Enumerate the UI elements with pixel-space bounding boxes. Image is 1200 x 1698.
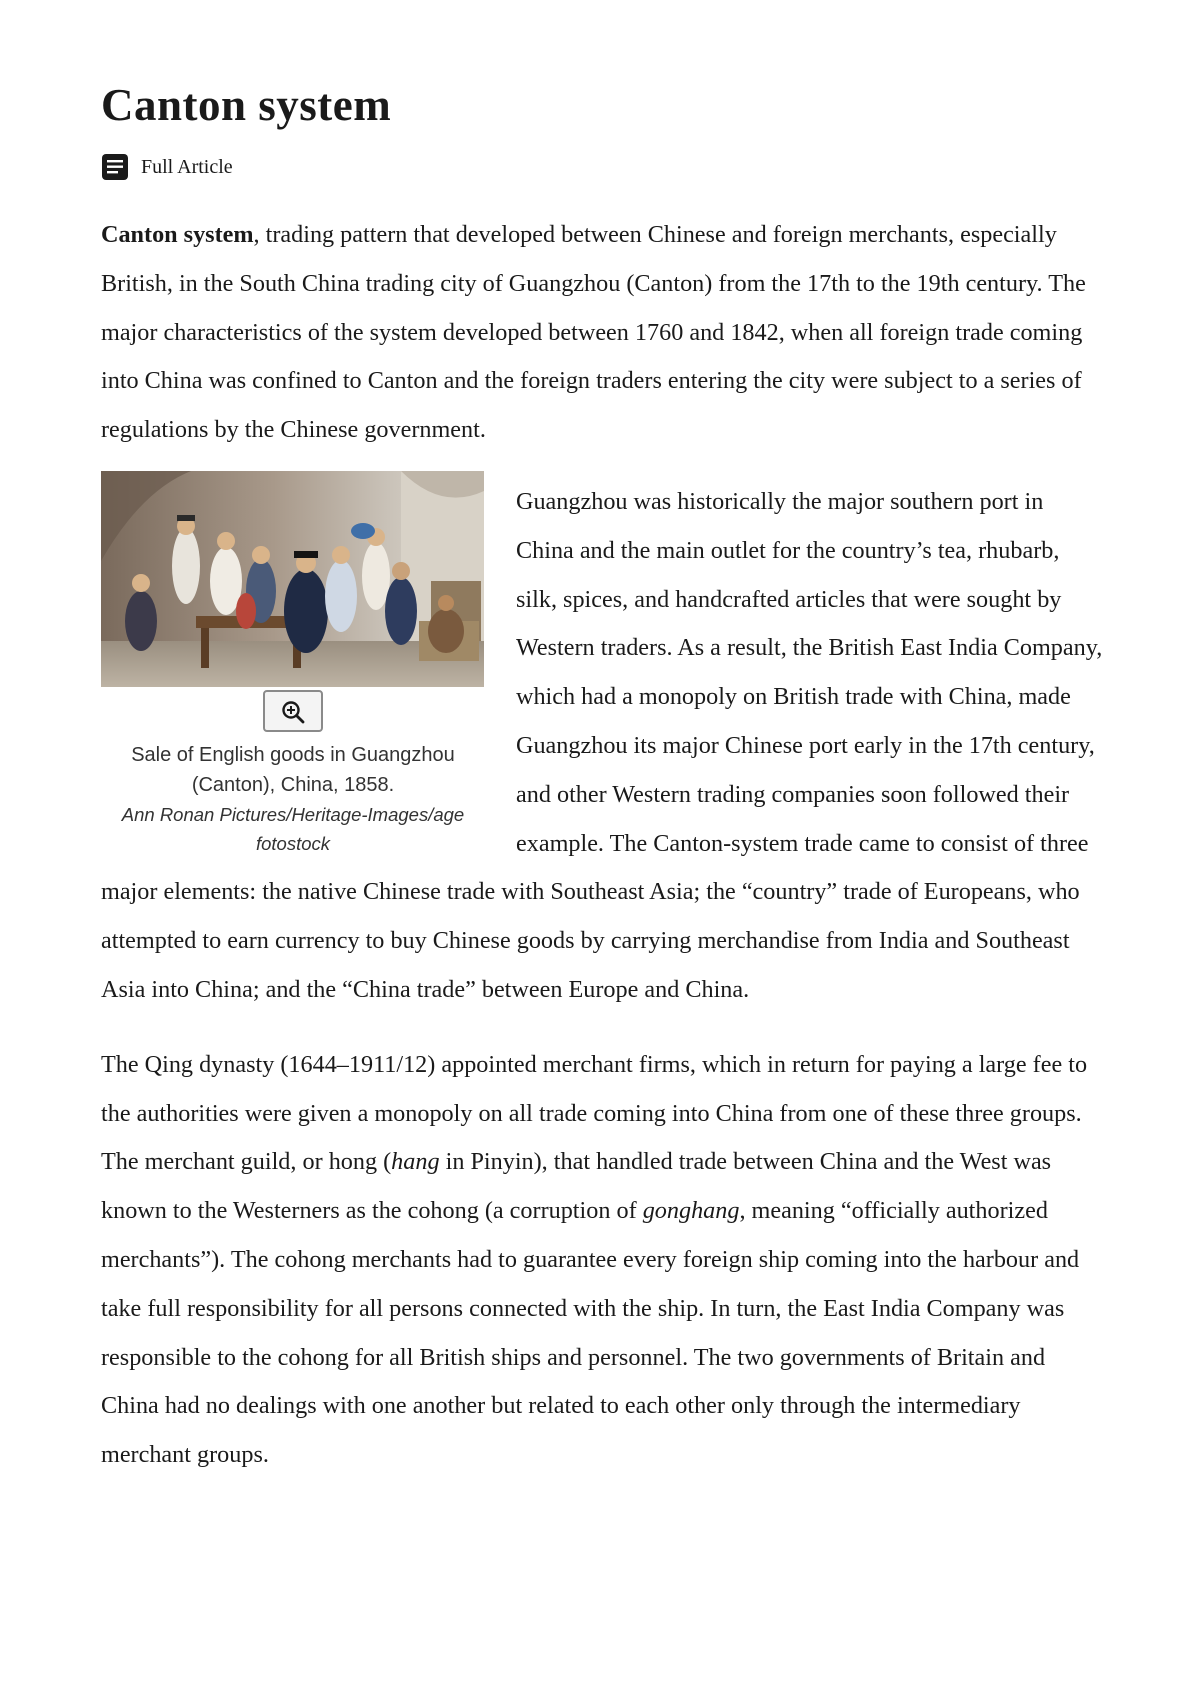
paragraph-3-part-2: in Pinyin), that handled trade between China and the West was known to the Westerners as the cohong (a corruption of <box>101 1148 1052 1225</box>
intro-lead-term: Canton system <box>101 221 254 248</box>
figure-image[interactable] <box>101 471 484 687</box>
full-article-label[interactable]: Full Article <box>141 155 233 178</box>
intro-paragraph <box>101 211 1105 455</box>
full-article-link[interactable] <box>101 150 1105 184</box>
term-gonghang: gonghang <box>642 1197 740 1225</box>
term-hang: hang <box>391 1148 440 1176</box>
paragraph-2: Guangzhou was historically the major southern port in China and the main outlet for the country’s tea, rhubarb, silk, spices, and handcrafted articles that were sought by Western traders. As a result, the British East India Company, which had a monopoly on British trade with China, made Guangzhou its major Chinese port early in the 17th century, and other Western trading companies soon followed their example. The Canton-system trade came to consist of three major elements: the native Chinese trade with Southeast Asia; the “country” trade of Europeans, who attempted to earn currency to buy Chinese goods by carrying merchandise from India and Southeast Asia into China; and the “China trade” between Europe and China. <box>101 487 1103 1003</box>
article <box>101 78 1105 1480</box>
page-title: Canton system <box>101 80 392 130</box>
article-figure <box>101 471 485 858</box>
zoom-in-icon <box>281 700 307 724</box>
document-icon <box>101 153 129 181</box>
paragraph-3 <box>101 1041 1105 1480</box>
paragraph-3-part-1: The Qing dynasty (1644–1911/12) appointed merchant firms, which in return for paying a large fee to the authorities were given a monopoly on all trade coming into China from one of these three groups. The merchant guild, or hong ( <box>101 1050 1088 1176</box>
figure-caption: Sale of English goods in Guangzhou (Canton), China, 1858. <box>131 743 455 796</box>
zoom-button[interactable] <box>263 690 323 732</box>
intro-text: , trading pattern that developed between Chinese and foreign merchants, especially British, in the South China trading city of Guangzhou (Canton) from the 17th to the 19th century. The major characteristics of the system developed between 1760 and 1842, when all foreign trade coming into China was confined to Canton and the foreign traders entering the city were subject to a series of regulations by the Chinese government. <box>101 221 1086 444</box>
figure-credit: Ann Ronan Pictures/Heritage-Images/age fotostock <box>121 803 465 854</box>
paragraph-3-part-3: , meaning “officially authorized merchants”). The cohong merchants had to guarantee every foreign ship coming into the harbour and take full responsibility for all persons connected with the ship. In turn, the East India Company was responsible to the cohong for all British ships and personnel. The two governments of Britain and China had no dealings with one another but related to each other only through the intermediary merchant groups. <box>101 1197 1080 1469</box>
